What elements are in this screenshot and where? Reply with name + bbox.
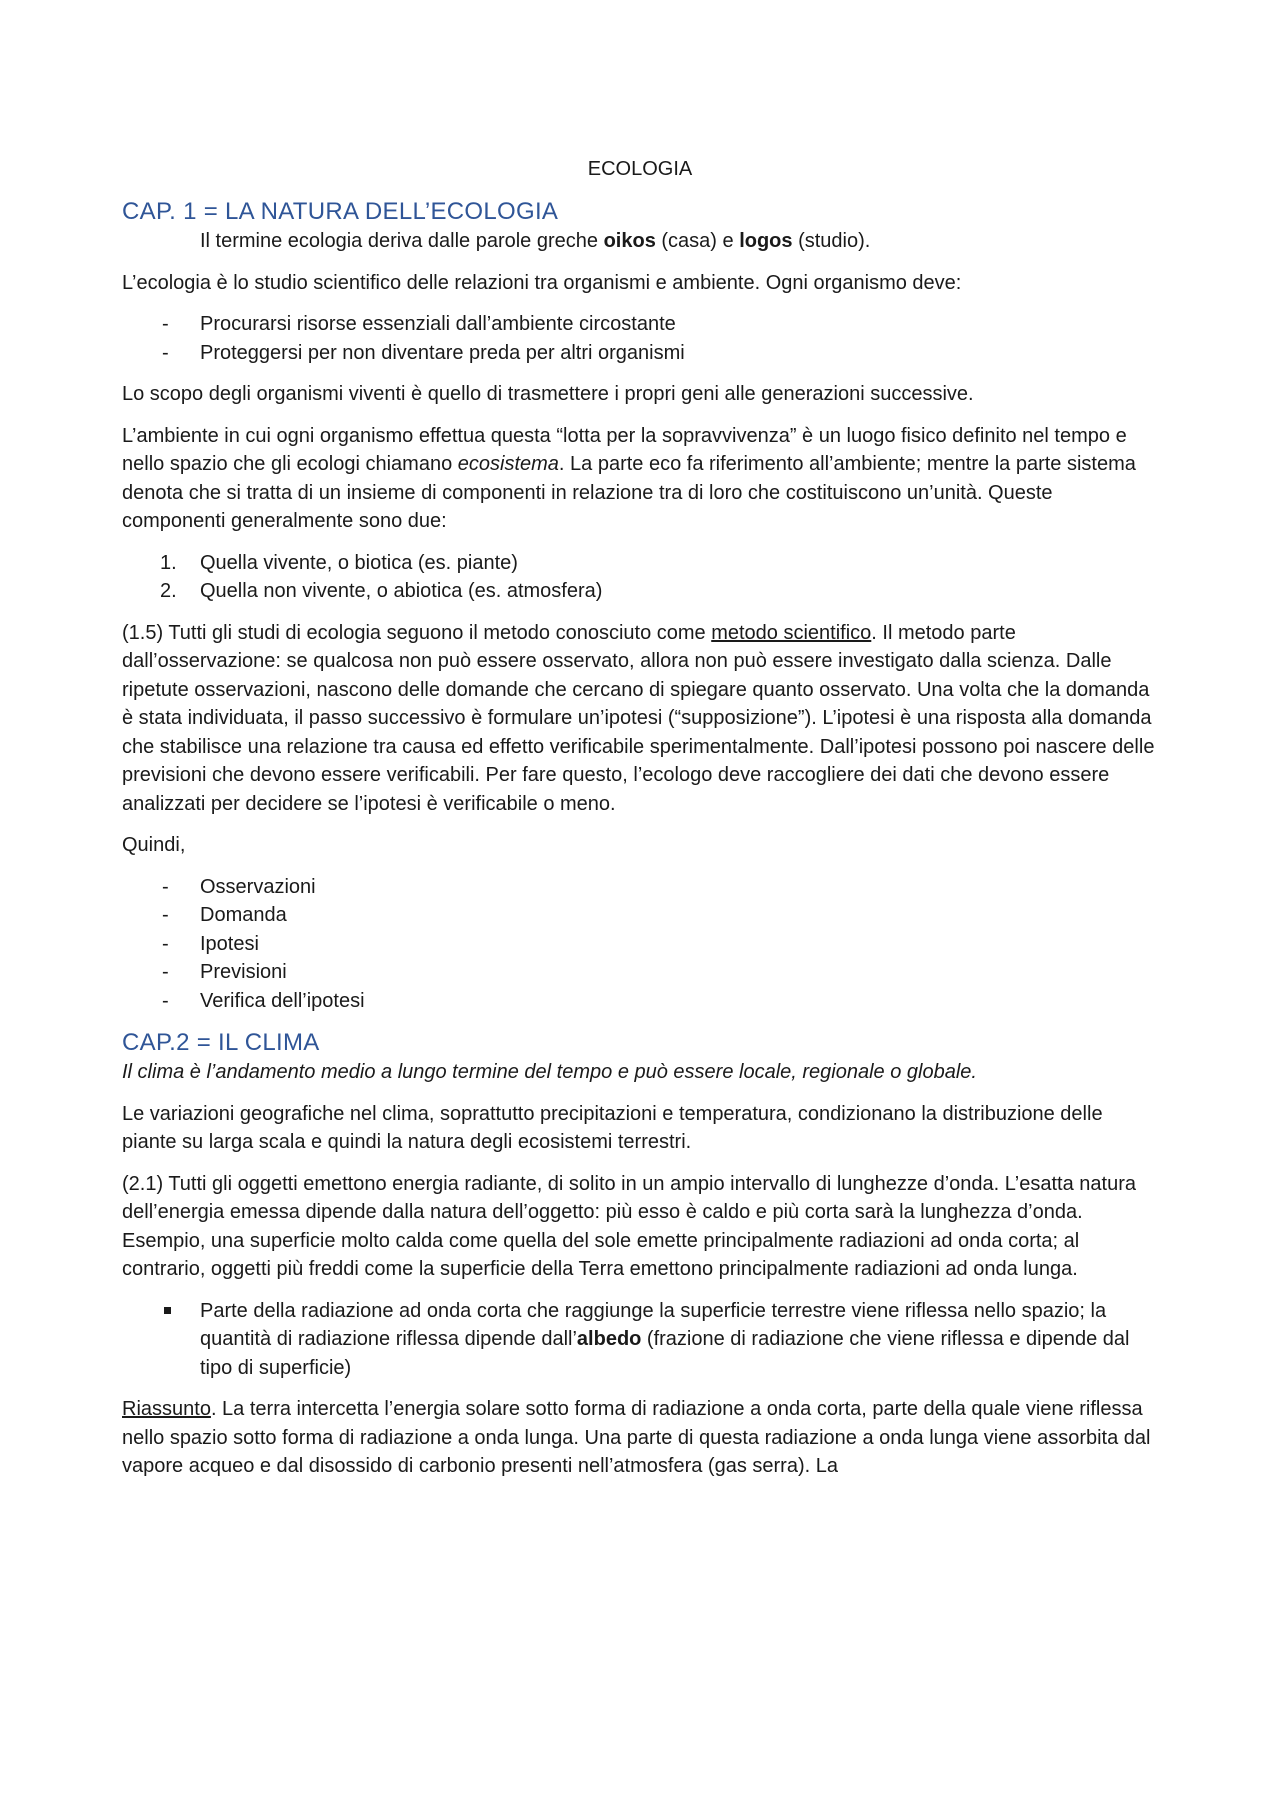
list-item [122,1297,1158,1383]
etymology-text-d: (studio). [792,230,871,252]
list-item-text: Ipotesi [200,932,259,955]
etymology-text-c: (casa) e [655,230,740,252]
dash-marker: - [162,904,169,926]
method-text-b: . Il metodo parte dall’osservazione: se qualcosa non può essere osservato, allora non può essere investigato dalla scienza. Dalle ripetute osservazioni, nascono delle domande che cercano di spiegare quanto osservato. Una volta che la domanda è stata individuata, il passo successivo è formulare un’ipotesi (“supposizione”). L’ipotesi è una risposta alla domanda che stabilisce una relazione tra causa ed effetto verificabile sperimentalmente. Dall’ipotesi possono poi nascere delle previsioni che devono essere verificabili. Per fare questo, l’ecologo deve raccogliere dei dati che devono essere analizzati per decidere se l’ipotesi è verificabile o meno. [122,621,1155,815]
term-albedo: albedo [576,1328,642,1350]
list-item-text: Osservazioni [200,875,316,898]
method-text-a: (1.5) Tutti gli studi di ecologia seguono il metodo conosciuto come [122,621,712,644]
dash-marker: - [162,932,169,955]
environment-text-b: . La parte eco fa riferimento all’ambiente; mentre la parte sistema denota che si tratta di un insieme di componenti in relazione tra di loro che costituiscono un’unità. Queste componenti generalmente sono due: [122,453,1136,532]
method-steps-list [122,873,1158,1016]
summary-label: Riassunto [122,1398,211,1420]
list-item [122,930,1158,959]
climate-definition [122,1058,1158,1087]
albedo-text-c: (frazione di radiazione che viene riflessa e dipende dal tipo di superficie) [200,1328,1130,1379]
etymology-paragraph [122,227,1158,256]
scope-paragraph: Lo scopo degli organismi viventi è quello di trasmettere i propri geni alle generazioni successive. [122,383,974,405]
term-oikos: oikos [603,230,656,252]
environment-paragraph [122,422,1158,536]
list-item-text: Proteggersi per non diventare preda per altri organismi [200,341,685,364]
quindi-paragraph: Quindi, [122,834,186,856]
dash-marker: - [162,875,169,898]
ecology-definition: L’ecologia è lo studio scientifico delle relazioni tra organismi e ambiente. Ogni organismo deve: [122,271,962,294]
list-item-text: Verifica dell’ipotesi [200,989,365,1012]
method-paragraph [122,619,1158,819]
list-item [122,873,1158,902]
list-item [122,987,1158,1016]
summary-paragraph [122,1395,1158,1481]
dash-marker: - [162,961,169,983]
square-bullet-marker [164,1307,171,1314]
term-metodo-scientifico: metodo scientifico [711,621,872,644]
list-item [122,310,1158,339]
list-item-text: Domanda [200,904,287,926]
document-title: ECOLOGIA [587,158,693,180]
list-item [122,901,1158,930]
organism-needs-list [122,310,1158,367]
chapter-2-heading: CAP.2 = IL CLIMA [122,1029,320,1056]
summary-text: . La terra intercetta l’energia solare sotto forma di radiazione a onda corta, parte della quale viene riflessa nello spazio sotto forma di radiazione a onda lunga. Una parte di questa radiazione a onda lunga viene assorbita dal vapore acqueo e dal disossido di carbonio presenti nell’atmosfera (gas serra). La [122,1398,1151,1477]
number-marker: 1. [160,551,177,574]
list-item-text: Previsioni [200,961,287,983]
list-item-text: Quella non vivente, o abiotica (es. atmosfera) [200,580,603,602]
dash-marker: - [162,313,169,335]
list-item [122,577,1158,606]
components-list [122,549,1158,606]
albedo-text-a: Parte della radiazione ad onda corta che raggiunge la superficie terrestre viene riflessa nello spazio; la quantità di radiazione riflessa dipende dall’ [200,1299,1107,1350]
energy-paragraph: (2.1) Tutti gli oggetti emettono energia radiante, di solito in un ampio intervallo di lunghezze d’onda. L’esatta natura dell’energia emessa dipende dalla natura dell’oggetto: più esso è caldo e più corta sarà la lunghezza d’onda. Esempio, una superficie molto calda come quella del sole emette principalmente radiazioni ad onda corta; al contrario, oggetti più freddi come la superficie della Terra emettono principalmente radiazioni ad onda lunga. [122,1172,1136,1280]
list-item [122,958,1158,987]
dash-marker: - [162,989,169,1012]
term-logos: logos [739,230,793,252]
dash-marker: - [162,341,169,364]
list-item-text: Procurarsi risorse essenziali dall’ambiente circostante [200,313,676,335]
albedo-bullet-list [122,1297,1158,1383]
etymology-text-a: Il termine ecologia deriva dalle parole greche [200,230,604,252]
chapter-1-heading: CAP. 1 = LA NATURA DELL’ECOLOGIA [122,198,559,225]
climate-definition-text: Il clima è l’andamento medio a lungo termine del tempo e può essere locale, regionale o globale. [122,1061,977,1083]
number-marker: 2. [160,580,177,602]
variations-paragraph: Le variazioni geografiche nel clima, soprattutto precipitazioni e temperatura, condizionano la distribuzione delle piante su larga scala e quindi la natura degli ecosistemi terrestri. [122,1102,1103,1153]
list-item [122,549,1158,578]
environment-text-a: L’ambiente in cui ogni organismo effettua questa “lotta per la sopravvivenza” è un luogo fisico definito nel tempo e nello spazio che gli ecologi chiamano [122,424,1127,475]
term-ecosistema: ecosistema [457,453,559,475]
list-item [122,339,1158,368]
list-item-text: Quella vivente, o biotica (es. piante) [200,551,518,574]
